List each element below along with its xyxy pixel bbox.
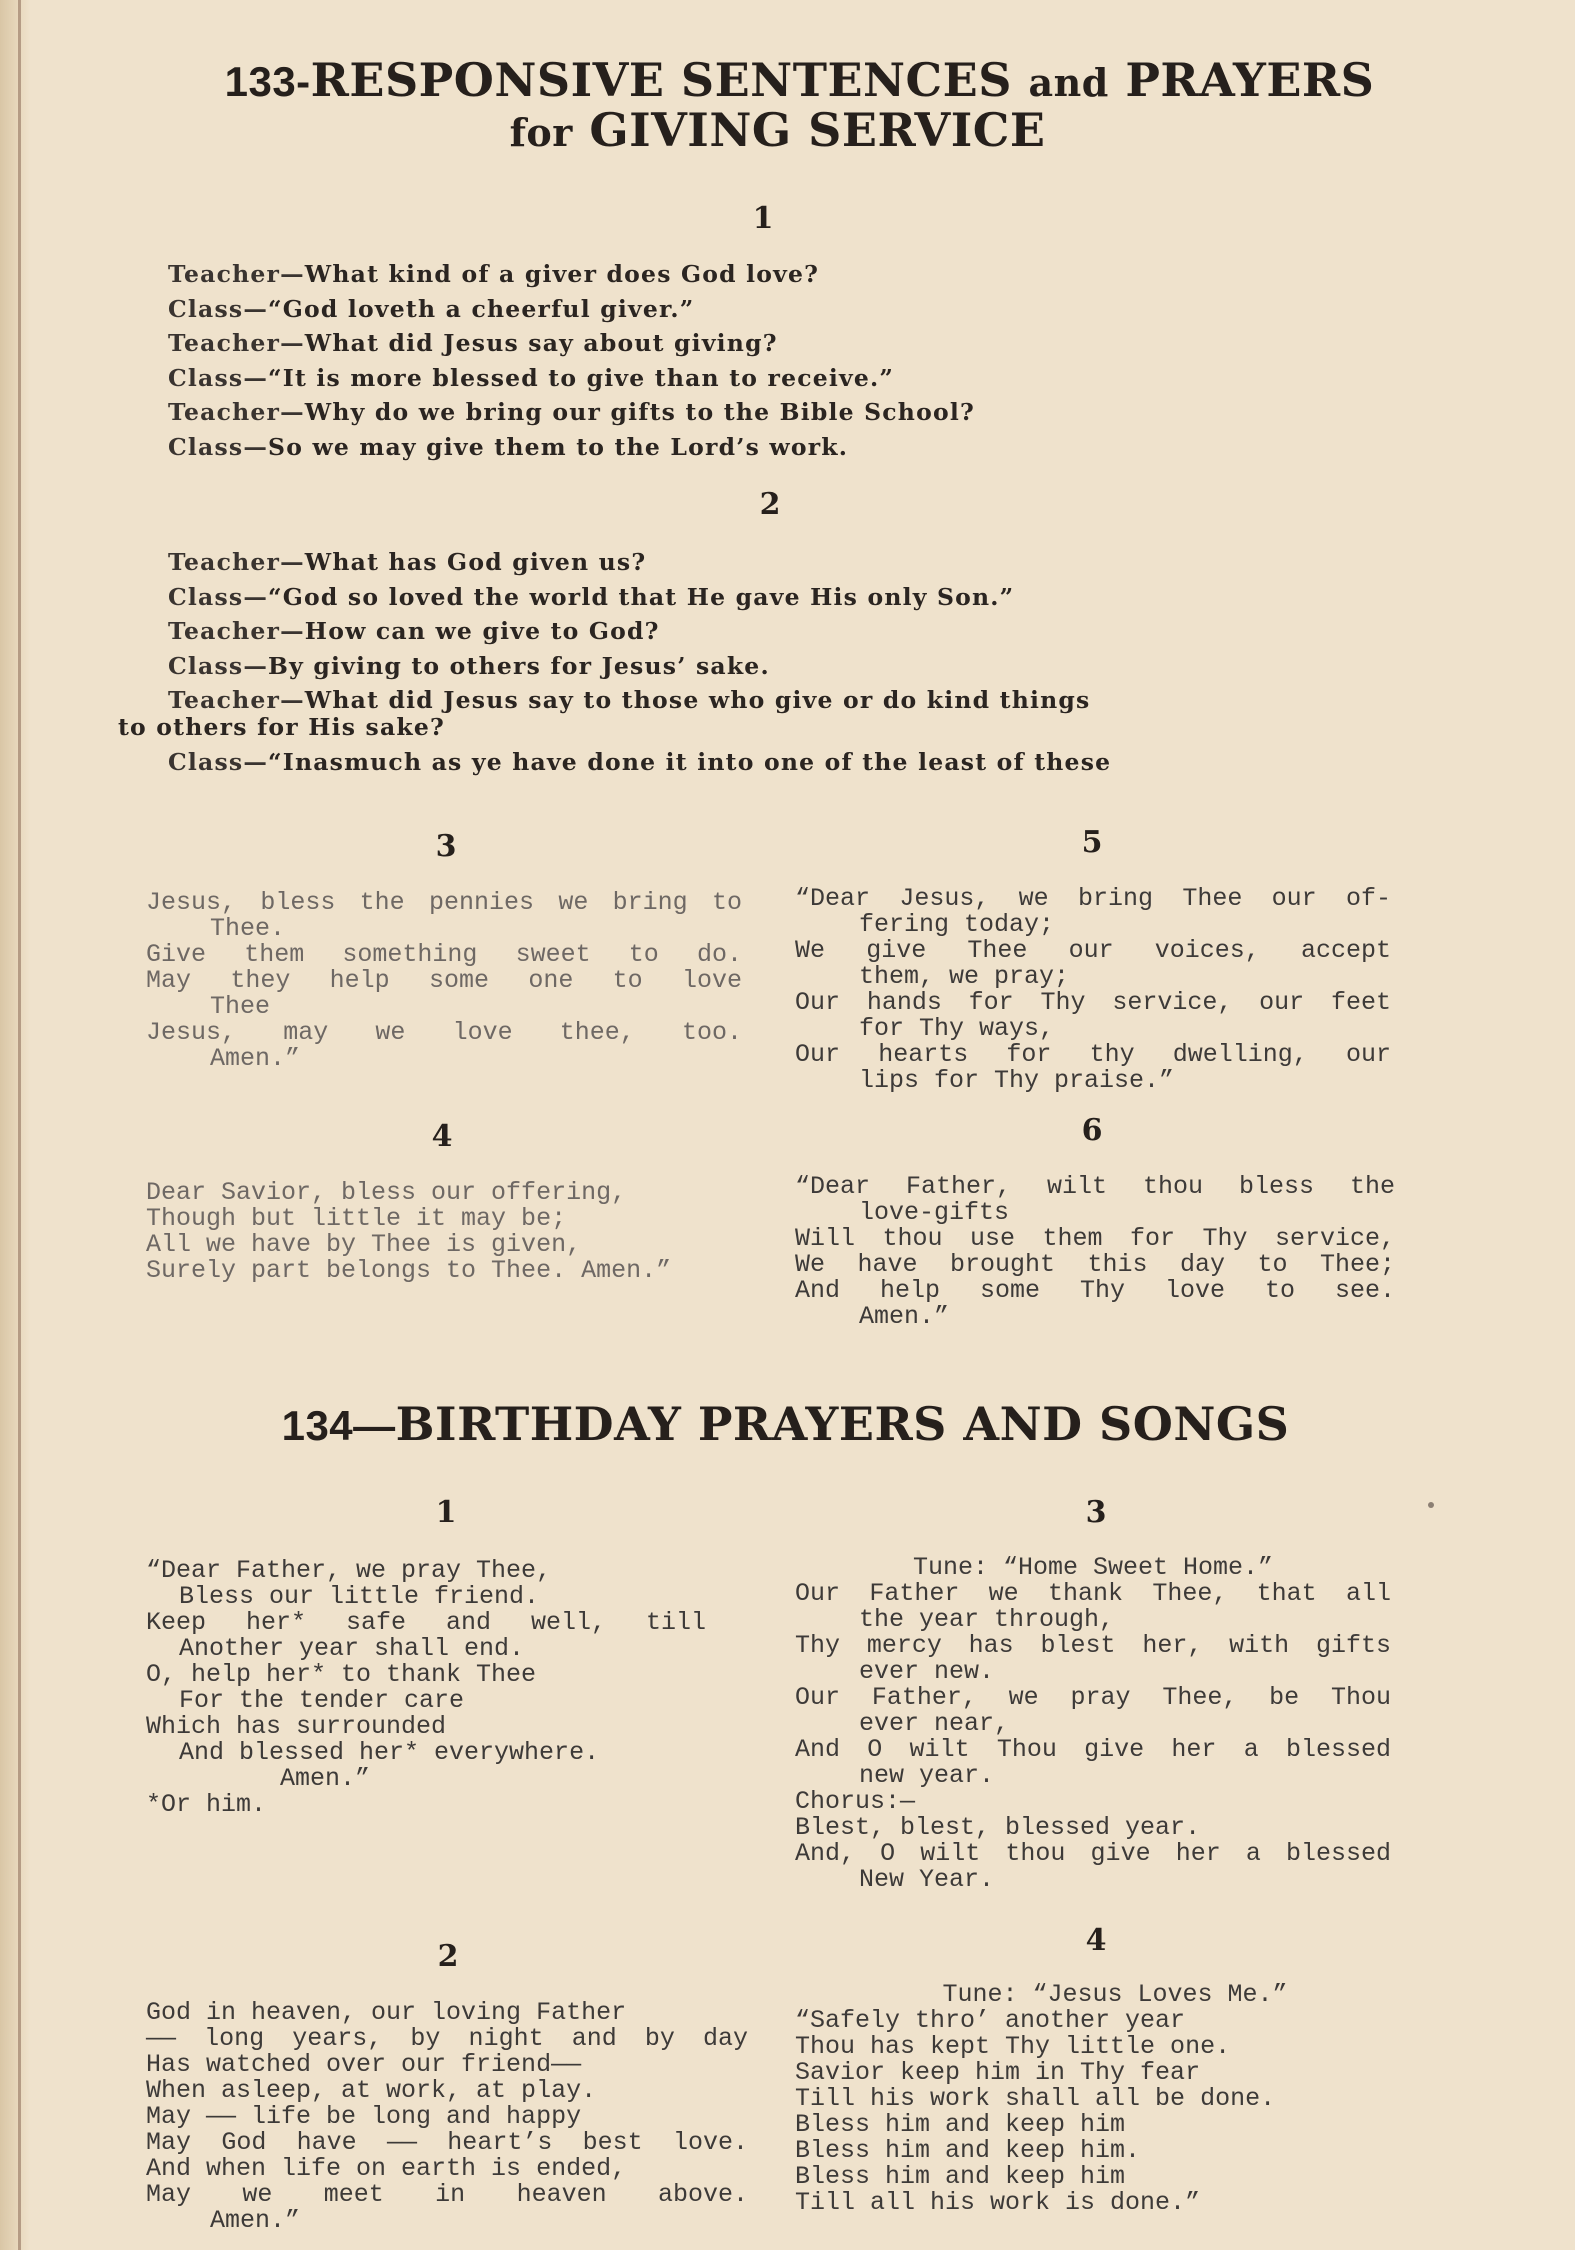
role-label: Class— — [168, 747, 269, 776]
verse-line: love-gifts — [859, 1198, 1010, 1227]
verse-line: them, we pray; — [859, 962, 1070, 991]
verse-line: Dear Savior, bless our offering, — [146, 1178, 627, 1207]
birthday-verse-2-number: 2 — [437, 1939, 459, 1974]
verse-line: May they help some one to love — [146, 966, 742, 995]
verse-line: All we have by Thee is given, — [146, 1230, 582, 1259]
verse-line: God in heaven, our loving Father — [146, 1998, 627, 2027]
line-text: So we may give them to the Lord’s work. — [268, 432, 849, 461]
line-text: Why do we bring our gifts to the Bible School? — [304, 398, 975, 427]
dialog-line — [168, 361, 1368, 396]
section-134-number: 134— — [281, 1402, 396, 1449]
title-giving-service: GIVING SERVICE — [589, 103, 1046, 157]
verse-line: Though but little it may be; — [146, 1204, 567, 1233]
section-133-number: 133- — [224, 58, 311, 105]
verse-line: fering today; — [859, 910, 1055, 939]
verse-line: Keep her* safe and well, till — [146, 1608, 706, 1637]
verse-line: We give Thee our voices, accept — [795, 936, 1391, 965]
section-133-subtitle — [0, 104, 1575, 159]
verse-line: “Dear Father, we pray Thee, — [146, 1556, 552, 1585]
tune-line: Tune: “Home Sweet Home.” — [912, 1553, 1274, 1582]
verse-line: Amen.” — [210, 1044, 301, 1073]
verse-line: “Safely thro’ another year — [795, 2006, 1186, 2035]
line-text: What did Jesus say to those who give or do kind things — [304, 686, 1091, 715]
verse-line: New Year. — [859, 1865, 995, 1894]
verse-line: Till all his work is done.” — [795, 2188, 1201, 2217]
dialog-line — [168, 745, 1368, 780]
verse-line: the year through, — [859, 1605, 1115, 1634]
binding-crease — [18, 0, 21, 2250]
verse-line: May —— life be long and happy — [146, 2102, 582, 2131]
verse-line: Give them something sweet to do. — [146, 940, 742, 969]
line-text: to others for His sake? — [118, 712, 446, 741]
verse-line: We have brought this day to Thee; — [795, 1250, 1395, 1279]
line-text: “Inasmuch as ye have done it into one of the least of these — [268, 747, 1112, 776]
verse-3 — [146, 890, 742, 1072]
title-birthday: BIRTHDAY PRAYERS AND SONGS — [395, 1397, 1290, 1451]
verse-line: Surely part belongs to Thee. Amen.” — [146, 1256, 672, 1285]
verse-line: Has watched over our friend—— — [146, 2050, 582, 2079]
verse-line: Bless him and keep him. — [795, 2136, 1141, 2165]
role-label: Teacher— — [168, 617, 305, 646]
role-label: Teacher— — [168, 398, 305, 427]
dialog-line — [168, 580, 1368, 615]
title-responsive: RESPONSIVE SENTENCES — [310, 53, 1012, 107]
verse-line: Thee. — [210, 914, 286, 943]
verse-line: Our hands for Thy service, our feet — [795, 988, 1391, 1017]
part-2-number: 2 — [759, 487, 781, 522]
verse-line: For the tender care — [179, 1686, 465, 1715]
title-prayers: PRAYERS — [1125, 53, 1375, 107]
role-label: Class— — [168, 651, 269, 680]
role-label: Class— — [168, 363, 269, 392]
verse-line: And O wilt Thou give her a blessed — [795, 1735, 1391, 1764]
verse-line: Amen.” — [280, 1764, 371, 1793]
role-label: Teacher— — [168, 260, 305, 288]
line-text: What kind of a giver does God love? — [304, 260, 820, 288]
verse-line: May we meet in heaven above. — [146, 2180, 748, 2209]
tune-line: Tune: “Jesus Loves Me.” — [942, 1980, 1288, 2009]
verse-line: ever new. — [859, 1657, 995, 1686]
verse-line: Bless him and keep him — [795, 2162, 1126, 2191]
title-for: for — [509, 110, 573, 155]
verse-line: Jesus, may we love thee, too. — [146, 1018, 742, 1047]
paper-speck — [1428, 1502, 1434, 1508]
verse-line: And blessed her* everywhere. — [179, 1738, 600, 1767]
verse-line: Bless him and keep him — [795, 2110, 1126, 2139]
verse-4-number: 4 — [431, 1119, 453, 1154]
line-text: How can we give to God? — [304, 617, 660, 646]
verse-4 — [146, 1180, 746, 1284]
verse-line: O, help her* to thank Thee — [146, 1660, 537, 1689]
birthday-verse-4 — [795, 1982, 1355, 2216]
line-text: “God loveth a cheerful giver.” — [268, 294, 695, 323]
dialog-line — [168, 257, 1368, 292]
birthday-verse-4-number: 4 — [1085, 1923, 1107, 1958]
birthday-verse-1 — [146, 1558, 706, 1818]
verse-line: And, O wilt thou give her a blessed — [795, 1839, 1391, 1868]
part-1-dialog — [168, 257, 1368, 465]
birthday-verse-3 — [795, 1555, 1391, 1893]
verse-line: “Dear Father, wilt thou bless the — [795, 1172, 1395, 1201]
role-label: Class— — [168, 432, 269, 461]
footnote: *Or him. — [146, 1790, 267, 1819]
verse-line: Our Father we thank Thee, that all — [795, 1579, 1391, 1608]
dialog-line — [168, 614, 1368, 649]
verse-line: And help some Thy love to see. — [795, 1276, 1395, 1305]
verse-5-number: 5 — [1081, 825, 1103, 860]
verse-line: And when life on earth is ended, — [146, 2154, 627, 2183]
verse-line: Chorus:— — [795, 1787, 916, 1816]
verse-line: Another year shall end. — [179, 1634, 525, 1663]
verse-line: Thy mercy has blest her, with gifts — [795, 1631, 1391, 1660]
dialog-line — [168, 545, 1368, 580]
verse-line: Amen.” — [859, 1302, 950, 1331]
verse-6-number: 6 — [1081, 1113, 1103, 1148]
birthday-verse-3-number: 3 — [1085, 1495, 1107, 1530]
dialog-line — [168, 649, 1368, 684]
part-2-dialog — [118, 545, 1368, 779]
verse-line: “Dear Jesus, we bring Thee our of- — [795, 884, 1391, 913]
verse-line: Will thou use them for Thy service, — [795, 1224, 1395, 1253]
verse-line: Bless our little friend. — [179, 1582, 540, 1611]
verse-line: Thee — [210, 992, 271, 1021]
role-label: Teacher— — [168, 686, 305, 715]
verse-6 — [795, 1174, 1395, 1330]
verse-line: lips for Thy praise.” — [859, 1066, 1175, 1095]
verse-line: Our Father, we pray Thee, be Thou — [795, 1683, 1391, 1712]
role-label: Class— — [168, 582, 269, 611]
role-label: Class— — [168, 294, 269, 323]
verse-line: Amen.” — [210, 2206, 301, 2235]
verse-line: Blest, blest, blessed year. — [795, 1813, 1201, 1842]
dialog-line — [168, 292, 1368, 327]
line-text: What has God given us? — [304, 548, 647, 576]
section-134-title — [0, 1398, 1575, 1452]
role-label: Teacher— — [168, 548, 305, 576]
dialog-line — [168, 395, 1368, 430]
page-binding-edge — [0, 0, 30, 2250]
line-text: What did Jesus say about giving? — [304, 329, 778, 358]
verse-line: Till his work shall all be done. — [795, 2084, 1276, 2113]
verse-line: —— long years, by night and by day — [146, 2024, 748, 2053]
verse-line: Our hearts for thy dwelling, our — [795, 1040, 1391, 1069]
verse-line: Jesus, bless the pennies we bring to — [146, 888, 742, 917]
line-text: “It is more blessed to give than to receive.” — [268, 363, 895, 392]
verse-line: Thou has kept Thy little one. — [795, 2032, 1231, 2061]
birthday-verse-2 — [146, 2000, 748, 2234]
verse-line: for Thy ways, — [859, 1014, 1055, 1043]
verse-line: new year. — [859, 1761, 995, 1790]
line-text: By giving to others for Jesus’ sake. — [268, 651, 770, 680]
verse-line: ever near, — [859, 1709, 1010, 1738]
verse-line: Savior keep him in Thy fear — [795, 2058, 1201, 2087]
dialog-line — [168, 430, 1368, 465]
title-and: and — [1028, 60, 1109, 105]
part-1-number: 1 — [752, 201, 774, 236]
verse-5 — [795, 886, 1391, 1094]
verse-line: Which has surrounded — [146, 1712, 447, 1741]
dialog-line — [168, 326, 1368, 361]
birthday-verse-1-number: 1 — [435, 1495, 457, 1530]
verse-3-number: 3 — [435, 829, 457, 864]
verse-line: May God have —— heart’s best love. — [146, 2128, 748, 2157]
section-133-title — [24, 54, 1575, 109]
line-text: “God so loved the world that He gave His only Son.” — [268, 582, 1015, 611]
role-label: Teacher— — [168, 329, 305, 358]
verse-line: When asleep, at work, at play. — [146, 2076, 597, 2105]
